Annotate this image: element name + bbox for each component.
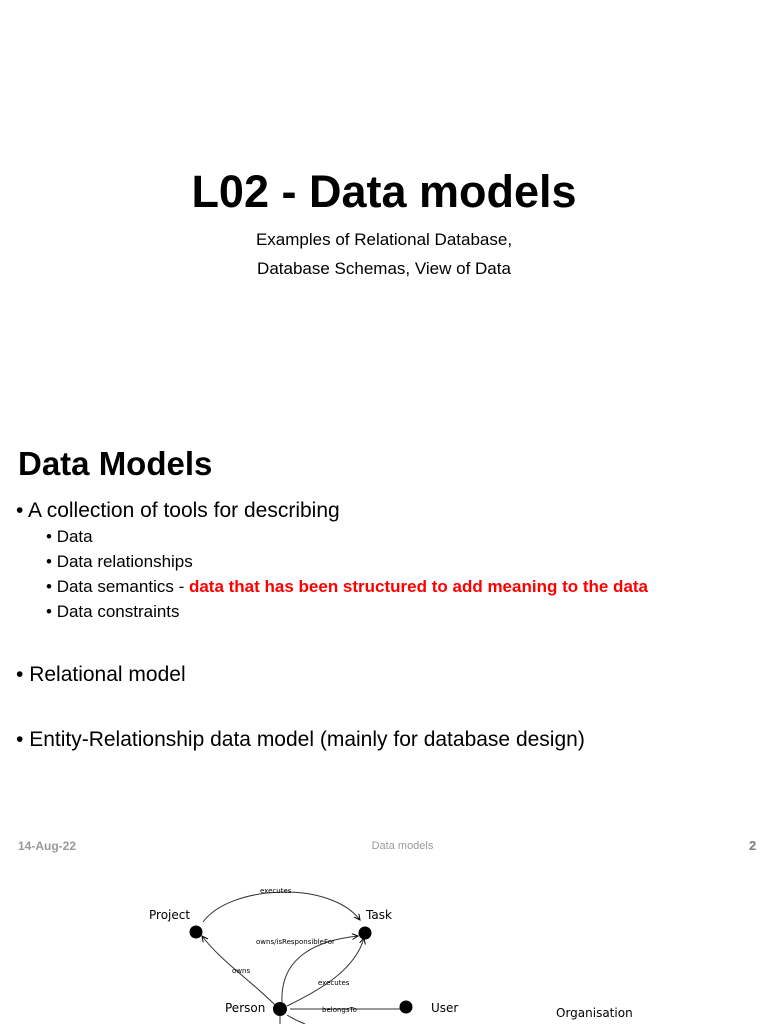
bullet-relational: • Relational model <box>16 663 186 686</box>
sub-bullet-constraints-text: Data constraints <box>56 602 180 621</box>
diagram-slide <box>0 860 768 1024</box>
edge-person-down-2 <box>287 1015 305 1024</box>
bullet-tools-text: A collection of tools for describing <box>28 499 340 522</box>
node-user <box>400 1001 413 1014</box>
sub-bullet-data: • Data <box>46 527 93 546</box>
sub-bullet-semantics-text: Data semantics - <box>56 577 189 596</box>
bullet-er: • Entity-Relationship data model (mainly for database design) <box>16 728 585 751</box>
bullet-relational-text: Relational model <box>29 663 186 686</box>
slide-heading: Data Models <box>18 445 213 482</box>
label-organisation: Organisation <box>556 1006 633 1020</box>
slide-subtitle-line2: Database Schemas, View of Data <box>257 259 511 278</box>
edge-executes-mid <box>287 938 364 1006</box>
label-edge-owns-responsible: owns/isResponsibleFor <box>256 938 335 946</box>
label-task: Task <box>366 908 392 922</box>
entity-diagram <box>0 860 768 1024</box>
edge-executes-top <box>203 892 360 922</box>
label-project: Project <box>149 908 191 922</box>
label-user: User <box>431 1001 459 1015</box>
footer-title: Data models <box>371 840 434 852</box>
sub-bullet-data-text: Data <box>56 527 93 546</box>
sub-bullet-relationships: • Data relationships <box>46 552 193 571</box>
footer-page-number: 2 <box>749 838 757 853</box>
sub-bullet-relationships-text: Data relationships <box>56 552 193 571</box>
title-slide <box>0 0 768 420</box>
label-edge-owns: owns <box>232 967 251 975</box>
bullet-er-text: Entity-Relationship data model (mainly for database design) <box>29 728 585 751</box>
sub-bullet-constraints: • Data constraints <box>46 602 180 621</box>
sub-bullet-semantics: • Data semantics - data that has been structured to add meaning to the data <box>46 577 649 596</box>
label-person: Person <box>225 1001 266 1015</box>
slide-subtitle-line1: Examples of Relational Database, <box>255 230 513 249</box>
node-project <box>190 926 203 939</box>
label-edge-belongs-to: belongsTo <box>322 1006 357 1014</box>
data-models-slide <box>0 420 768 860</box>
node-person <box>273 1002 287 1016</box>
label-edge-executes-mid: executes <box>318 979 350 987</box>
bullet-tools: • A collection of tools for describing <box>16 499 340 522</box>
label-edge-executes-top: executes <box>260 887 292 895</box>
semantics-highlight: data that has been structured to add meaning to the data <box>188 577 649 596</box>
node-task <box>359 927 372 940</box>
slide-title: L02 - Data models <box>191 166 577 217</box>
footer-date: 14-Aug-22 <box>18 839 77 853</box>
